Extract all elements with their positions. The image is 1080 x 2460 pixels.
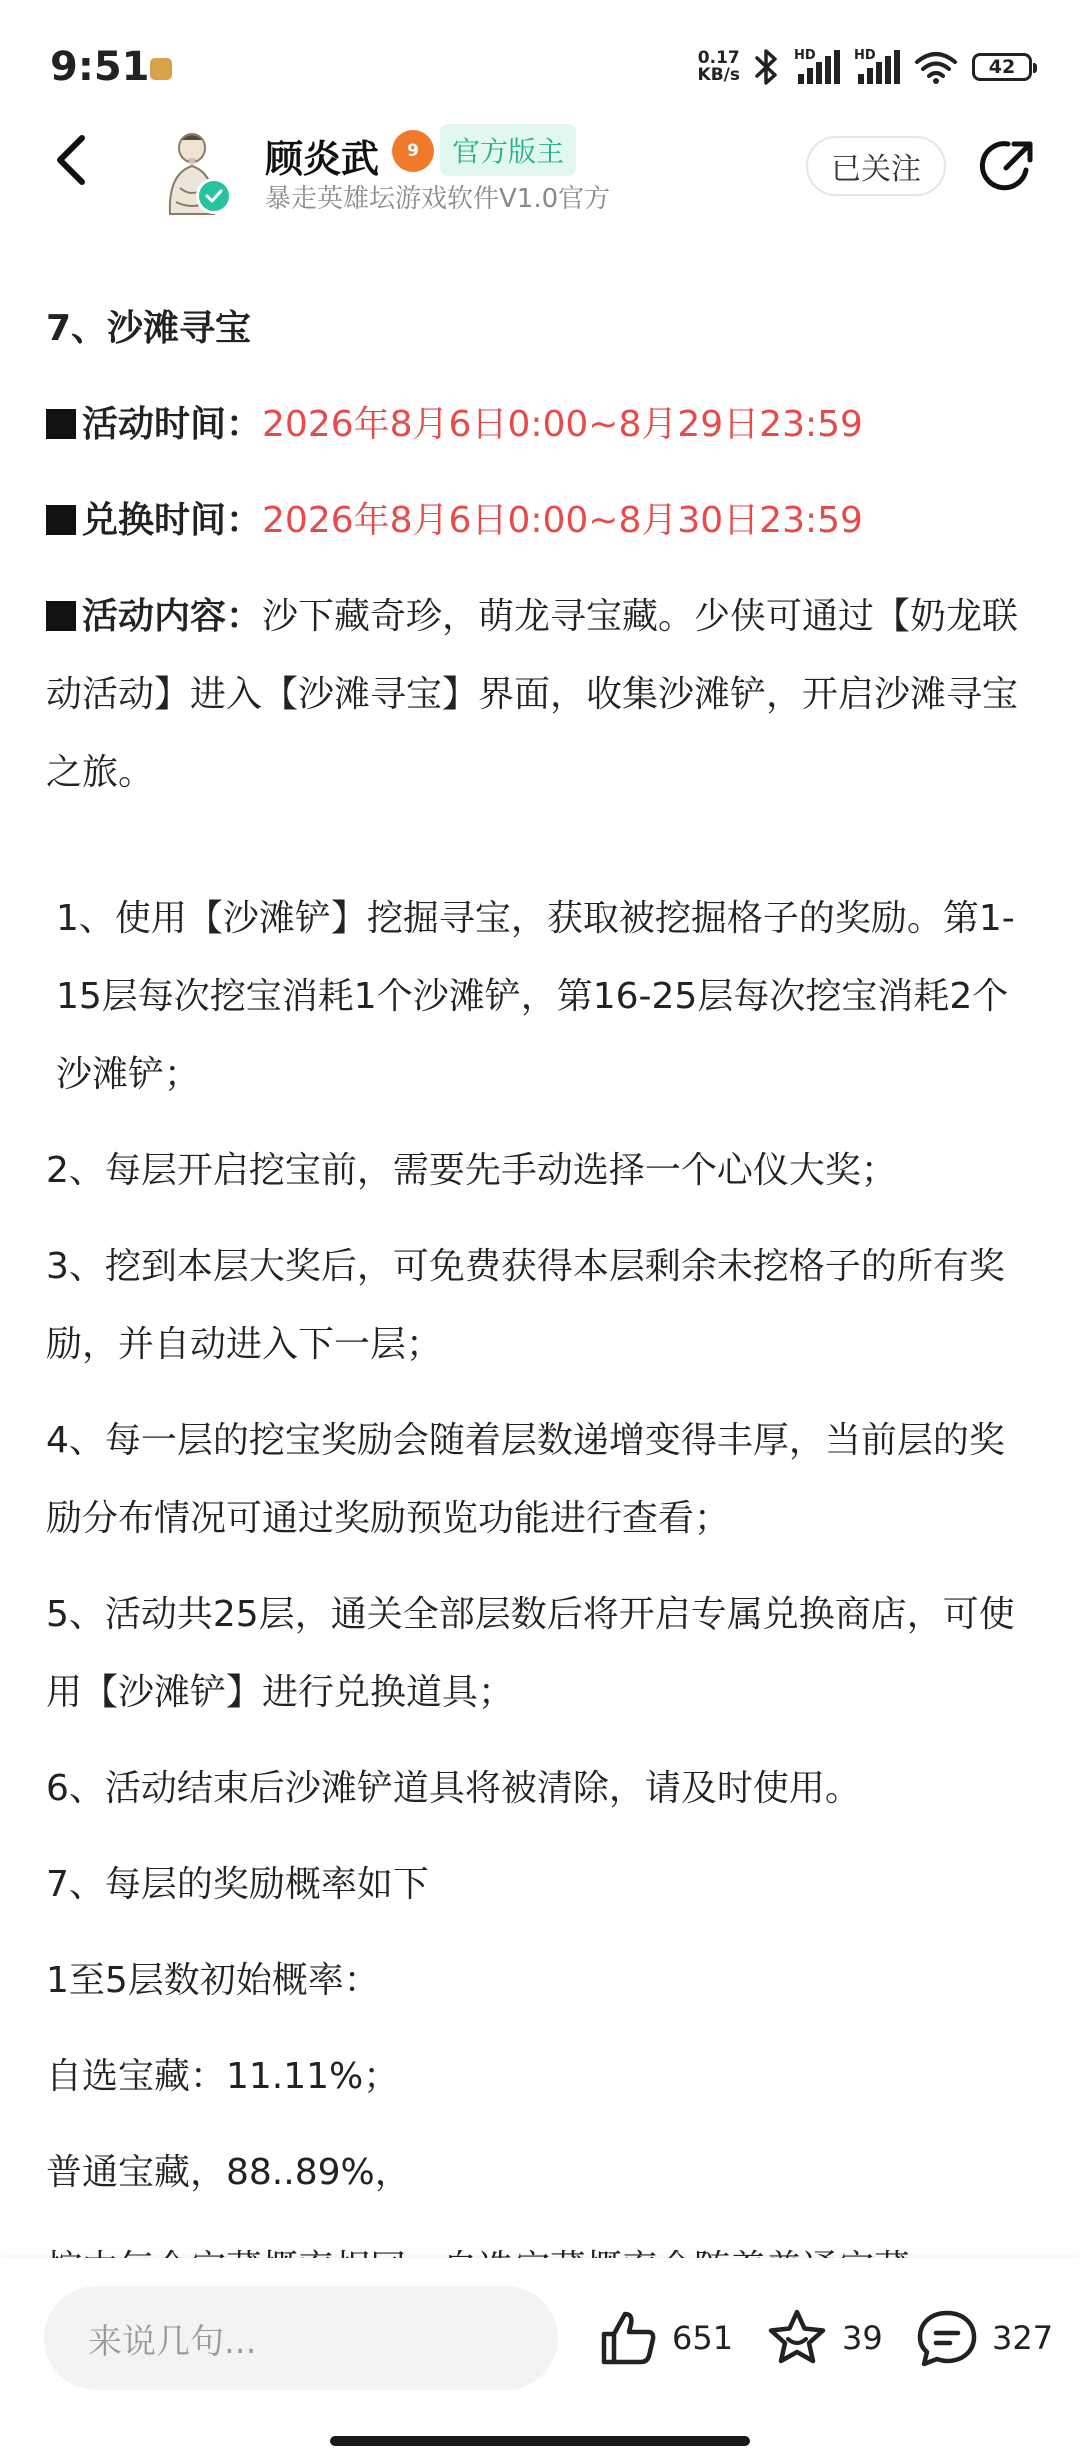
bluetooth-icon — [754, 48, 780, 86]
signal-sim2-icon — [854, 50, 900, 84]
follow-button[interactable]: 已关注 — [806, 136, 946, 196]
back-arrow-icon — [52, 134, 92, 186]
rule-paragraph: 3、挖到本层大奖后，可免费获得本层剩余未挖格子的所有奖励，并自动进入下一层； — [46, 1246, 1005, 1365]
rule-paragraph: 1至5层数初始概率： — [46, 1960, 380, 2001]
square-bullet-icon — [46, 409, 76, 439]
rule-paragraph: 自选宝藏：11.11%； — [46, 2056, 400, 2097]
rule-paragraph: 6、活动结束后沙滩铲道具将被清除，请及时使用。 — [46, 1768, 861, 1809]
favorite-button[interactable] — [766, 2306, 883, 2370]
network-speed-unit: KB/s — [697, 65, 740, 85]
status-time: 9:51 — [50, 44, 150, 90]
post-header — [0, 110, 1080, 230]
level-badge — [392, 130, 434, 172]
sim1-hd-label: HD — [794, 48, 816, 63]
sim2-hd-label: HD — [854, 48, 876, 63]
network-speed-value: 0.17 — [697, 48, 740, 68]
author-subtitle: 暴走英雄坛游戏软件V1.0官方 — [265, 184, 611, 214]
activity-content-text: 沙下藏奇珍，萌龙寻宝藏。少侠可通过【奶龙联动活动】进入【沙滩寻宝】界面，收集沙滩铲，开启沙滩寻宝之旅。 — [46, 596, 1019, 793]
wifi-icon — [914, 50, 958, 84]
level-number: 9 — [407, 141, 419, 161]
activity-time-label: 活动时间： — [82, 404, 263, 445]
rule-paragraph: 普通宝藏，88..89%， — [46, 2152, 411, 2193]
author-name[interactable]: 顾炎武 — [265, 137, 380, 181]
comment-placeholder: 来说几句... — [88, 2321, 257, 2362]
comment-input[interactable] — [44, 2286, 558, 2390]
status-icons — [698, 44, 1032, 90]
square-bullet-icon — [46, 505, 76, 535]
comment-bubble-icon — [916, 2308, 978, 2368]
rule-paragraph: 7、每层的奖励概率如下 — [46, 1864, 429, 1905]
signal-sim1-icon — [794, 50, 840, 84]
like-button[interactable] — [598, 2306, 733, 2370]
thumbs-up-icon — [598, 2308, 658, 2368]
back-button[interactable] — [44, 132, 100, 188]
notification-app-icon — [150, 58, 172, 80]
bottom-action-bar — [0, 2258, 1080, 2460]
home-indicator[interactable] — [330, 2436, 750, 2446]
rule-paragraph: 4、每一层的挖宝奖励会随着层数递增变得丰厚，当前层的奖励分布情况可通过奖励预览功能进行查看； — [46, 1420, 1005, 1539]
activity-content-label: 活动内容： — [82, 596, 263, 637]
share-icon — [978, 136, 1038, 196]
activity-content-paragraph — [46, 578, 1040, 812]
share-button[interactable] — [978, 136, 1038, 196]
exchange-time-line — [46, 482, 1040, 560]
paragraph-gap — [46, 830, 1040, 880]
activity-time-line — [46, 386, 1040, 464]
star-icon — [766, 2308, 828, 2368]
rule-paragraph: 2、每层开启挖宝前，需要先手动选择一个心仪大奖； — [46, 1150, 897, 1191]
exchange-time-label: 兑换时间： — [82, 500, 263, 541]
verified-icon — [196, 178, 232, 214]
exchange-time-value: 2026年8月6日0:00~8月30日23:59 — [262, 500, 863, 541]
favorite-count: 39 — [842, 2319, 883, 2357]
like-count: 651 — [672, 2319, 734, 2357]
square-bullet-icon — [46, 601, 76, 631]
network-speed — [698, 50, 740, 84]
activity-time-value: 2026年8月6日0:00~8月29日23:59 — [262, 404, 863, 445]
comment-button[interactable] — [916, 2306, 1053, 2370]
role-badge: 官方版主 — [440, 124, 576, 176]
section-title: 7、沙滩寻宝 — [46, 308, 252, 349]
rule-paragraph: 5、活动共25层，通关全部层数后将开启专属兑换商店，可使用【沙滩铲】进行兑换道具； — [46, 1594, 1015, 1713]
comment-count: 327 — [992, 2319, 1054, 2357]
battery-icon: 42 — [972, 53, 1032, 81]
article-body — [46, 290, 1040, 2326]
rule-paragraph: 1、使用【沙滩铲】挖掘寻宝，获取被挖掘格子的奖励。第1-15层每次挖宝消耗1个沙滩铲，第16-25层每次挖宝消耗2个沙滩铲； — [56, 898, 1015, 1095]
